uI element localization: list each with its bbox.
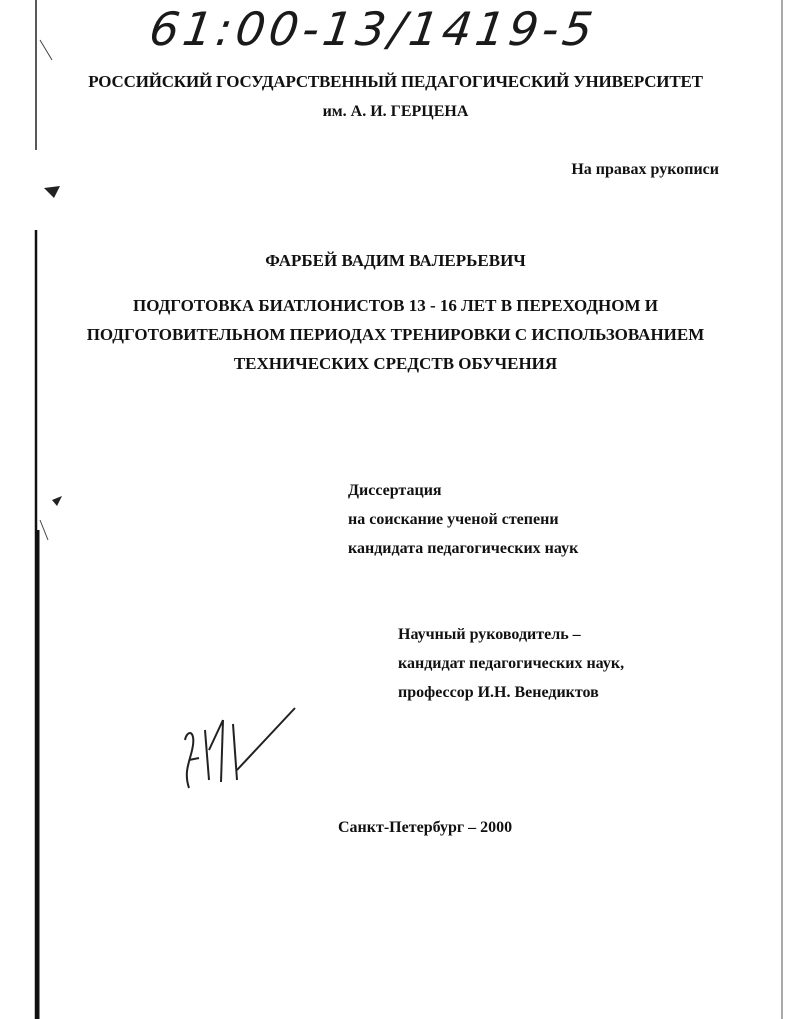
archive-number-handwritten: 61:00-13/1419-5 — [146, 2, 600, 56]
degree-purpose: на соискание ученой степени — [348, 511, 559, 528]
title-line-1: ПОДГОТОВКА БИАТЛОНИСТОВ 13 - 16 ЛЕТ В ПЕРЕХОДНОМ И — [132, 296, 659, 315]
supervisor-degree: кандидат педагогических наук, — [398, 655, 625, 672]
author-name: ФАРБЕЙ ВАДИМ ВАЛЕРЬЕВИЧ — [265, 251, 526, 270]
handwritten-signature — [175, 700, 305, 800]
manuscript-rights-note: На правах рукописи — [571, 161, 719, 178]
title-line-3: ТЕХНИЧЕСКИХ СРЕДСТВ ОБУЧЕНИЯ — [233, 354, 558, 373]
degree-name: кандидата педагогических наук — [348, 540, 579, 557]
title-line-2: ПОДГОТОВИТЕЛЬНОМ ПЕРИОДАХ ТРЕНИРОВКИ С ИСПОЛЬЗОВАНИЕМ — [86, 325, 705, 344]
university-name: им. А. И. ГЕРЦЕНА — [322, 103, 469, 120]
city-year: Санкт-Петербург – 2000 — [338, 819, 513, 836]
dissertation-label: Диссертация — [348, 482, 442, 499]
supervisor-name: профессор И.Н. Венедиктов — [398, 684, 599, 701]
university-heading: РОССИЙСКИЙ ГОСУДАРСТВЕННЫЙ ПЕДАГОГИЧЕСКИЙ УНИВЕРСИТЕТ — [88, 72, 703, 91]
supervisor-label: Научный руководитель – — [398, 626, 581, 643]
